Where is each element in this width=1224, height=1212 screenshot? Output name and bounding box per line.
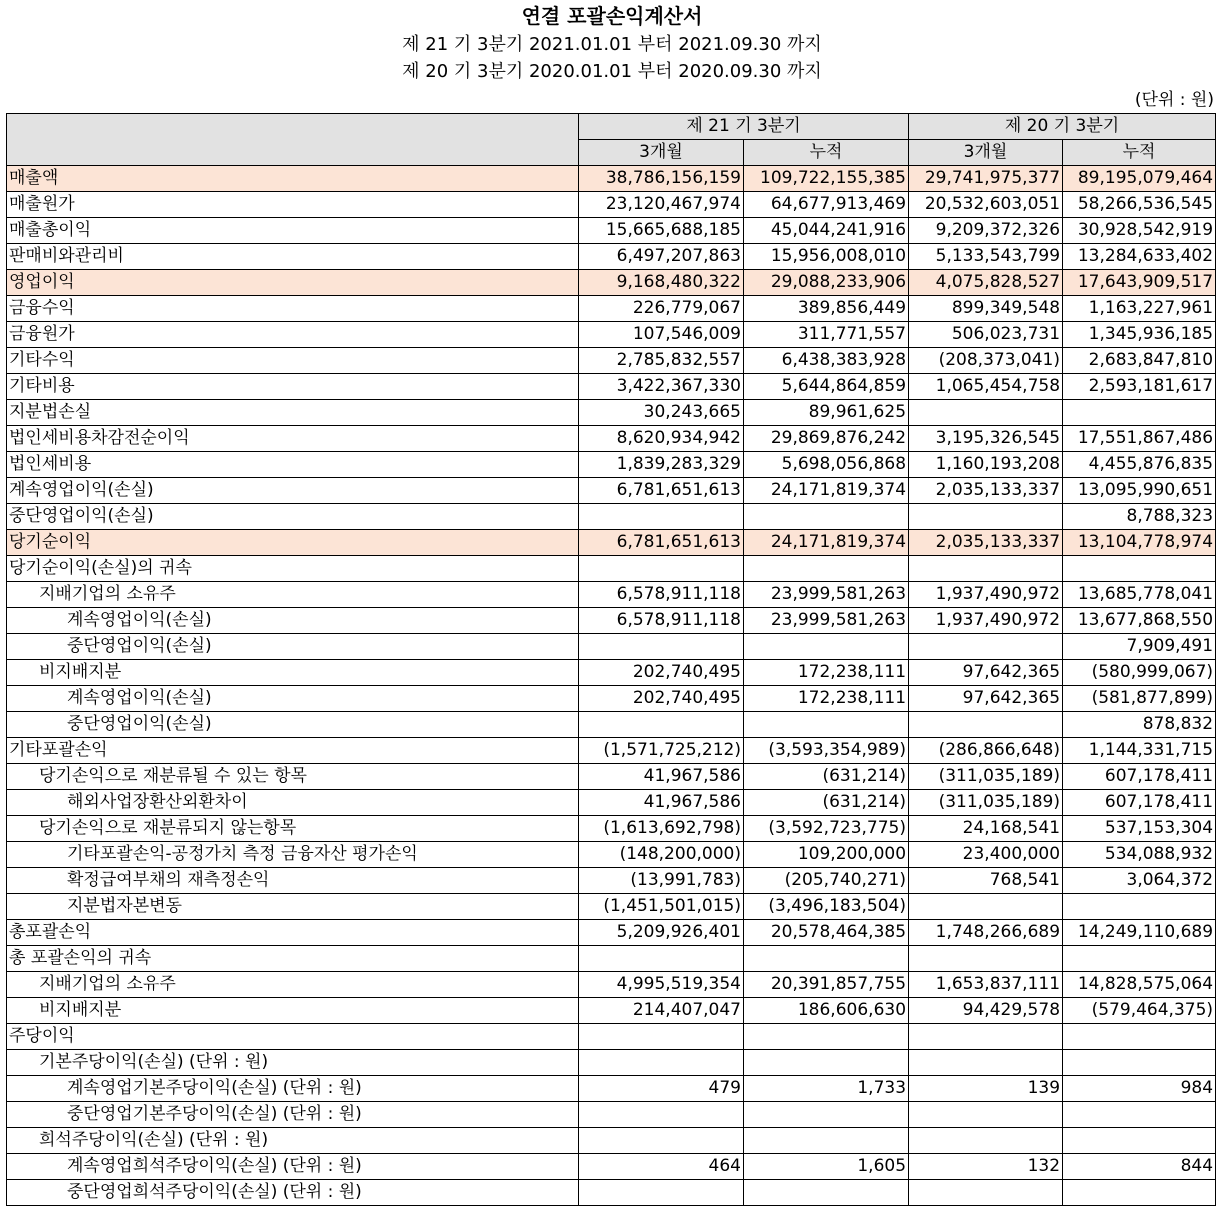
cell-current-cum: (3,593,354,989) [744,738,909,764]
cell-current-3m [579,712,744,738]
table-row [7,790,1216,816]
cell-prior-cum: 3,064,372 [1063,868,1216,894]
table-row [7,530,1216,556]
cell-prior-cum: 607,178,411 [1063,790,1216,816]
cell-current-cum [744,556,909,582]
cell-prior-cum: 17,643,909,517 [1063,270,1216,296]
row-label: 계속영업이익(손실) [7,686,579,712]
cell-current-3m: 202,740,495 [579,660,744,686]
cell-current-cum: 172,238,111 [744,686,909,712]
table-row [7,400,1216,426]
cell-current-cum: (3,592,723,775) [744,816,909,842]
cell-prior-cum: 13,685,778,041 [1063,582,1216,608]
row-label: 지분법손실 [7,400,579,426]
cell-current-cum [744,1050,909,1076]
cell-current-cum: (205,740,271) [744,868,909,894]
cell-current-3m: 6,578,911,118 [579,608,744,634]
cell-current-cum: 24,171,819,374 [744,530,909,556]
cell-current-cum: 1,605 [744,1154,909,1180]
row-label: 계속영업이익(손실) [7,608,579,634]
cell-current-cum: 20,578,464,385 [744,920,909,946]
row-label: 법인세비용 [7,452,579,478]
cell-current-3m: (13,991,783) [579,868,744,894]
table-row [7,816,1216,842]
cell-prior-cum: (579,464,375) [1063,998,1216,1024]
header-current-cum: 누적 [744,140,909,166]
row-label: 당기순이익 [7,530,579,556]
cell-prior-3m: (311,035,189) [909,790,1063,816]
row-label: 매출액 [7,166,579,192]
cell-prior-3m: 1,937,490,972 [909,582,1063,608]
cell-prior-cum [1063,1128,1216,1154]
cell-prior-3m: 5,133,543,799 [909,244,1063,270]
cell-current-3m: 6,781,651,613 [579,530,744,556]
table-row [7,1128,1216,1154]
cell-prior-3m: 9,209,372,326 [909,218,1063,244]
row-label: 기타비용 [7,374,579,400]
cell-prior-cum: 1,144,331,715 [1063,738,1216,764]
cell-current-3m [579,1024,744,1050]
row-label: 매출총이익 [7,218,579,244]
table-row [7,1024,1216,1050]
cell-prior-cum: 13,284,633,402 [1063,244,1216,270]
cell-prior-cum [1063,946,1216,972]
cell-current-3m: 202,740,495 [579,686,744,712]
row-label: 희석주당이익(손실) (단위 : 원) [7,1128,579,1154]
table-row [7,842,1216,868]
cell-prior-cum: 7,909,491 [1063,634,1216,660]
table-row [7,660,1216,686]
cell-prior-cum [1063,1024,1216,1050]
cell-current-3m: 23,120,467,974 [579,192,744,218]
cell-current-3m [579,1102,744,1128]
cell-current-3m [579,556,744,582]
cell-current-cum [744,634,909,660]
cell-prior-cum: 844 [1063,1154,1216,1180]
cell-current-3m [579,504,744,530]
cell-prior-3m: 132 [909,1154,1063,1180]
cell-prior-3m [909,946,1063,972]
unit-label: (단위 : 원) [1134,90,1214,110]
cell-current-3m [579,634,744,660]
row-label: 계속영업희석주당이익(손실) (단위 : 원) [7,1154,579,1180]
cell-current-cum: 29,869,876,242 [744,426,909,452]
cell-prior-3m: 1,653,837,111 [909,972,1063,998]
cell-current-cum: 5,644,864,859 [744,374,909,400]
cell-prior-cum: 984 [1063,1076,1216,1102]
row-label: 중단영업기본주당이익(손실) (단위 : 원) [7,1102,579,1128]
cell-prior-cum: 13,677,868,550 [1063,608,1216,634]
cell-current-cum: 109,722,155,385 [744,166,909,192]
row-label: 비지배지분 [7,998,579,1024]
table-row [7,556,1216,582]
row-label: 중단영업이익(손실) [7,712,579,738]
cell-prior-cum: 89,195,079,464 [1063,166,1216,192]
cell-prior-cum: (581,877,899) [1063,686,1216,712]
header-group-current: 제 21 기 3분기 [579,114,909,140]
period-prior: 제 20 기 3분기 2020.01.01 부터 2020.09.30 까지 [402,61,822,82]
cell-current-cum [744,1128,909,1154]
cell-current-cum: 89,961,625 [744,400,909,426]
cell-prior-3m: 1,160,193,208 [909,452,1063,478]
cell-prior-3m: 768,541 [909,868,1063,894]
cell-prior-cum: 1,345,936,185 [1063,322,1216,348]
table-body [7,166,1216,1206]
header-prior-cum: 누적 [1063,140,1216,166]
cell-prior-cum [1063,400,1216,426]
cell-current-3m: 2,785,832,557 [579,348,744,374]
table-row [7,296,1216,322]
cell-prior-3m: 24,168,541 [909,816,1063,842]
cell-current-3m: (148,200,000) [579,842,744,868]
cell-current-cum: 109,200,000 [744,842,909,868]
cell-current-3m: 41,967,586 [579,790,744,816]
cell-prior-3m: (286,866,648) [909,738,1063,764]
cell-prior-cum: 878,832 [1063,712,1216,738]
cell-current-3m: 30,243,665 [579,400,744,426]
row-label: 해외사업장환산외환차이 [7,790,579,816]
table-row [7,218,1216,244]
cell-prior-cum: 14,828,575,064 [1063,972,1216,998]
row-label: 당기손익으로 재분류될 수 있는 항목 [7,764,579,790]
table-row [7,972,1216,998]
table-row [7,244,1216,270]
cell-current-cum: 29,088,233,906 [744,270,909,296]
cell-current-cum: 172,238,111 [744,660,909,686]
cell-prior-3m: 2,035,133,337 [909,530,1063,556]
cell-current-cum: (3,496,183,504) [744,894,909,920]
row-label: 중단영업이익(손실) [7,634,579,660]
table-row [7,452,1216,478]
cell-current-cum: 20,391,857,755 [744,972,909,998]
table-row [7,478,1216,504]
cell-current-3m [579,1050,744,1076]
cell-prior-3m [909,634,1063,660]
table-row [7,764,1216,790]
cell-current-cum: 23,999,581,263 [744,582,909,608]
cell-current-3m: (1,613,692,798) [579,816,744,842]
cell-current-3m: 6,497,207,863 [579,244,744,270]
cell-current-3m: 8,620,934,942 [579,426,744,452]
cell-prior-3m [909,894,1063,920]
cell-prior-3m [909,1128,1063,1154]
cell-current-cum: (631,214) [744,790,909,816]
cell-current-cum: 389,856,449 [744,296,909,322]
cell-prior-cum [1063,1102,1216,1128]
row-label: 당기손익으로 재분류되지 않는항목 [7,816,579,842]
cell-prior-cum: 537,153,304 [1063,816,1216,842]
cell-prior-cum: 13,104,778,974 [1063,530,1216,556]
row-label: 법인세비용차감전순이익 [7,426,579,452]
cell-prior-cum [1063,894,1216,920]
row-label: 중단영업희석주당이익(손실) (단위 : 원) [7,1180,579,1206]
table-row [7,868,1216,894]
cell-prior-cum: 58,266,536,545 [1063,192,1216,218]
cell-current-cum [744,504,909,530]
row-label: 금융수익 [7,296,579,322]
row-label: 판매비와관리비 [7,244,579,270]
cell-prior-3m: 3,195,326,545 [909,426,1063,452]
cell-current-3m: 6,781,651,613 [579,478,744,504]
cell-current-3m [579,946,744,972]
cell-prior-cum: 30,928,542,919 [1063,218,1216,244]
cell-prior-3m: (208,373,041) [909,348,1063,374]
cell-current-cum: 15,956,008,010 [744,244,909,270]
row-label: 금융원가 [7,322,579,348]
row-label: 주당이익 [7,1024,579,1050]
cell-prior-cum: 8,788,323 [1063,504,1216,530]
cell-prior-cum [1063,556,1216,582]
cell-current-cum: 311,771,557 [744,322,909,348]
table-row [7,1180,1216,1206]
cell-prior-cum: 2,593,181,617 [1063,374,1216,400]
cell-prior-cum: 17,551,867,486 [1063,426,1216,452]
header-row-groups [7,114,1216,140]
cell-current-3m: (1,451,501,015) [579,894,744,920]
table-row [7,192,1216,218]
cell-current-3m: 107,546,009 [579,322,744,348]
cell-current-3m: 15,665,688,185 [579,218,744,244]
header-current-3m: 3개월 [579,140,744,166]
table-row [7,1076,1216,1102]
table-row [7,634,1216,660]
cell-current-3m: (1,571,725,212) [579,738,744,764]
cell-prior-cum: (580,999,067) [1063,660,1216,686]
cell-prior-3m [909,1050,1063,1076]
cell-prior-3m: 506,023,731 [909,322,1063,348]
table-row [7,998,1216,1024]
cell-current-cum: 64,677,913,469 [744,192,909,218]
cell-current-cum: 24,171,819,374 [744,478,909,504]
cell-prior-3m: 1,937,490,972 [909,608,1063,634]
table-row [7,920,1216,946]
row-label: 중단영업이익(손실) [7,504,579,530]
cell-prior-3m [909,712,1063,738]
row-label: 확정급여부채의 재측정손익 [7,868,579,894]
cell-prior-3m [909,1102,1063,1128]
cell-current-3m: 41,967,586 [579,764,744,790]
table-row [7,270,1216,296]
cell-prior-cum: 4,455,876,835 [1063,452,1216,478]
table-row [7,348,1216,374]
table-row [7,946,1216,972]
cell-prior-3m: 97,642,365 [909,660,1063,686]
cell-prior-cum: 14,249,110,689 [1063,920,1216,946]
cell-current-3m: 479 [579,1076,744,1102]
row-label: 기본주당이익(손실) (단위 : 원) [7,1050,579,1076]
cell-current-3m: 214,407,047 [579,998,744,1024]
cell-prior-cum: 13,095,990,651 [1063,478,1216,504]
row-label: 총포괄손익 [7,920,579,946]
cell-prior-cum: 534,088,932 [1063,842,1216,868]
cell-prior-3m: 139 [909,1076,1063,1102]
cell-current-cum: 45,044,241,916 [744,218,909,244]
cell-current-3m: 38,786,156,159 [579,166,744,192]
row-label: 매출원가 [7,192,579,218]
table-row [7,374,1216,400]
row-label: 계속영업기본주당이익(손실) (단위 : 원) [7,1076,579,1102]
row-label: 기타포괄손익-공정가치 측정 금융자산 평가손익 [7,842,579,868]
cell-current-3m [579,1180,744,1206]
table-row [7,426,1216,452]
cell-prior-cum [1063,1050,1216,1076]
row-label: 비지배지분 [7,660,579,686]
cell-current-3m: 3,422,367,330 [579,374,744,400]
cell-prior-3m [909,1024,1063,1050]
cell-current-3m: 464 [579,1154,744,1180]
cell-prior-3m: 2,035,133,337 [909,478,1063,504]
cell-prior-3m: 1,065,454,758 [909,374,1063,400]
row-label: 계속영업이익(손실) [7,478,579,504]
table-row [7,894,1216,920]
cell-prior-3m: 94,429,578 [909,998,1063,1024]
table-row [7,1102,1216,1128]
row-label: 기타포괄손익 [7,738,579,764]
cell-current-3m: 4,995,519,354 [579,972,744,998]
cell-prior-cum: 2,683,847,810 [1063,348,1216,374]
row-label: 영업이익 [7,270,579,296]
table-row [7,712,1216,738]
row-label: 지배기업의 소유주 [7,972,579,998]
table-row [7,686,1216,712]
cell-prior-cum: 607,178,411 [1063,764,1216,790]
table-row [7,322,1216,348]
cell-current-3m: 6,578,911,118 [579,582,744,608]
cell-prior-3m: 97,642,365 [909,686,1063,712]
cell-prior-cum: 1,163,227,961 [1063,296,1216,322]
cell-current-cum [744,1102,909,1128]
row-label: 당기순이익(손실)의 귀속 [7,556,579,582]
row-label: 총 포괄손익의 귀속 [7,946,579,972]
cell-current-cum: (631,214) [744,764,909,790]
table-row [7,1050,1216,1076]
table-row [7,738,1216,764]
statement-title: 연결 포괄손익계산서 [521,4,703,28]
row-label: 지배기업의 소유주 [7,582,579,608]
cell-current-3m: 5,209,926,401 [579,920,744,946]
cell-prior-3m: 1,748,266,689 [909,920,1063,946]
cell-prior-3m: 20,532,603,051 [909,192,1063,218]
period-current: 제 21 기 3분기 2021.01.01 부터 2021.09.30 까지 [402,34,822,55]
cell-current-cum: 23,999,581,263 [744,608,909,634]
table-row [7,166,1216,192]
cell-current-cum [744,1024,909,1050]
cell-prior-3m: 23,400,000 [909,842,1063,868]
cell-prior-3m [909,400,1063,426]
cell-current-3m: 1,839,283,329 [579,452,744,478]
header-group-prior: 제 20 기 3분기 [909,114,1216,140]
cell-current-3m [579,1128,744,1154]
cell-current-3m: 226,779,067 [579,296,744,322]
cell-current-cum [744,946,909,972]
cell-prior-3m [909,504,1063,530]
cell-prior-3m: 899,349,548 [909,296,1063,322]
header-prior-3m: 3개월 [909,140,1063,166]
table-row [7,582,1216,608]
cell-current-cum [744,712,909,738]
cell-current-cum: 6,438,383,928 [744,348,909,374]
row-label: 지분법자본변동 [7,894,579,920]
cell-prior-3m [909,556,1063,582]
cell-current-cum: 186,606,630 [744,998,909,1024]
cell-current-3m: 9,168,480,322 [579,270,744,296]
cell-current-cum: 5,698,056,868 [744,452,909,478]
cell-prior-3m: (311,035,189) [909,764,1063,790]
income-statement-table [6,113,1216,1206]
header-account [7,114,579,166]
row-label: 기타수익 [7,348,579,374]
cell-current-cum [744,1180,909,1206]
table-row [7,1154,1216,1180]
cell-prior-3m: 4,075,828,527 [909,270,1063,296]
table-row [7,608,1216,634]
cell-prior-cum [1063,1180,1216,1206]
cell-prior-3m: 29,741,975,377 [909,166,1063,192]
cell-current-cum: 1,733 [744,1076,909,1102]
table-row [7,504,1216,530]
cell-prior-3m [909,1180,1063,1206]
